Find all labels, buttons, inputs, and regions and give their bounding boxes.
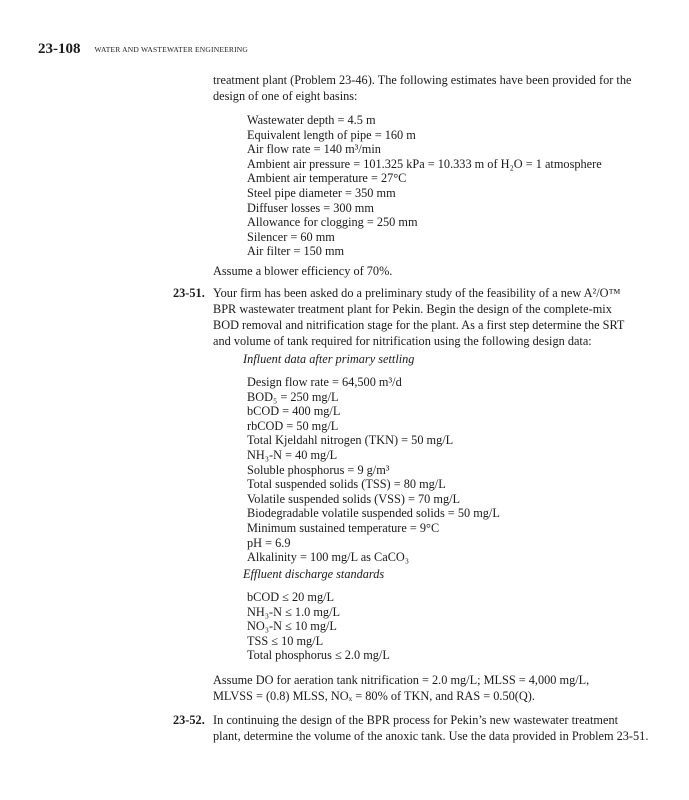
list-item: Allowance for clogging = 250 mm — [247, 215, 418, 230]
list-item: bCOD ≤ 20 mg/L — [247, 590, 335, 604]
page-header — [38, 40, 248, 58]
list-item: Total suspended solids (TSS) = 80 mg/L — [247, 477, 446, 492]
list-item: Total Kjeldahl nitrogen (TKN) = 50 mg/L — [247, 433, 454, 448]
list-item: Design flow rate = 64,500 m³/d — [247, 375, 402, 389]
blower-note: Assume a blower efficiency of 70%. — [213, 264, 393, 278]
list-item: Steel pipe diameter = 350 mm — [247, 185, 396, 200]
running-title: WATER AND WASTEWATER ENGINEERING — [94, 45, 249, 54]
list-item: Volatile suspended solids (VSS) = 70 mg/L — [247, 491, 461, 506]
influent-data-list — [247, 375, 500, 565]
list-item: Biodegradable volatile suspended solids = 50 mg/L — [247, 506, 500, 521]
effluent-heading: Effluent discharge standards — [243, 567, 385, 581]
list-item: NH₃-N = 40 mg/L — [247, 447, 338, 462]
list-item: Air filter = 150 mm — [247, 244, 345, 259]
list-item: bCOD = 400 mg/L — [247, 404, 341, 419]
problem-number-51: 23-51. — [173, 286, 205, 300]
problem-51-statement: Your firm has been asked do a preliminary study of the feasibility of a new A²/O™ BPR wastewater treatment plant for Pekin. Begin the design of the complete-mix BOD removal and nitrification stage for the plant. As a first step determine the SRT and volume of tank required for nitrification using the following design data: — [213, 286, 625, 348]
list-item: Silencer = 60 mm — [247, 229, 335, 244]
basin-estimates-list — [247, 113, 602, 259]
list-item: BOD₅ = 250 mg/L — [247, 389, 339, 404]
list-item: Equivalent length of pipe = 160 m — [247, 127, 416, 142]
effluent-standards-list — [247, 590, 390, 663]
problem-number-52: 23-52. — [173, 713, 205, 727]
list-item: Diffuser losses = 300 mm — [247, 200, 374, 215]
list-item: Total phosphorus ≤ 2.0 mg/L — [247, 648, 390, 663]
list-item: Wastewater depth = 4.5 m — [247, 113, 376, 127]
list-item: pH = 6.9 — [247, 535, 291, 550]
list-item: NH₃-N ≤ 1.0 mg/L — [247, 604, 341, 619]
page-number: 23-108 — [38, 41, 81, 57]
list-item: Ambient air pressure = 101.325 kPa = 10.333 m of H₂O = 1 atmosphere — [247, 156, 602, 171]
list-item: Alkalinity = 100 mg/L as CaCO₃ — [247, 550, 410, 565]
intro-paragraph: treatment plant (Problem 23-46). The following estimates have been provided for the design of one of eight basins: — [213, 73, 632, 103]
problem-52-statement: In continuing the design of the BPR process for Pekin’s new wastewater treatment plant, determine the volume of the anoxic tank. Use the data provided in Problem 23-51. — [213, 713, 649, 743]
list-item: TSS ≤ 10 mg/L — [247, 633, 324, 648]
list-item: rbCOD = 50 mg/L — [247, 418, 339, 433]
list-item: Air flow rate = 140 m³/min — [247, 142, 381, 157]
list-item: Ambient air temperature = 27°C — [247, 171, 407, 186]
problem-51-assumptions: Assume DO for aeration tank nitrification = 2.0 mg/L; MLSS = 4,000 mg/L, MLVSS = (0.8) MLSS, NOₓ = 80% of TKN, and RAS = 0.50(Q). — [213, 673, 590, 703]
list-item: Soluble phosphorus = 9 g/m³ — [247, 462, 390, 477]
list-item: Minimum sustained temperature = 9°C — [247, 520, 440, 535]
list-item: NO₃-N ≤ 10 mg/L — [247, 619, 337, 634]
influent-heading: Influent data after primary settling — [243, 352, 415, 366]
